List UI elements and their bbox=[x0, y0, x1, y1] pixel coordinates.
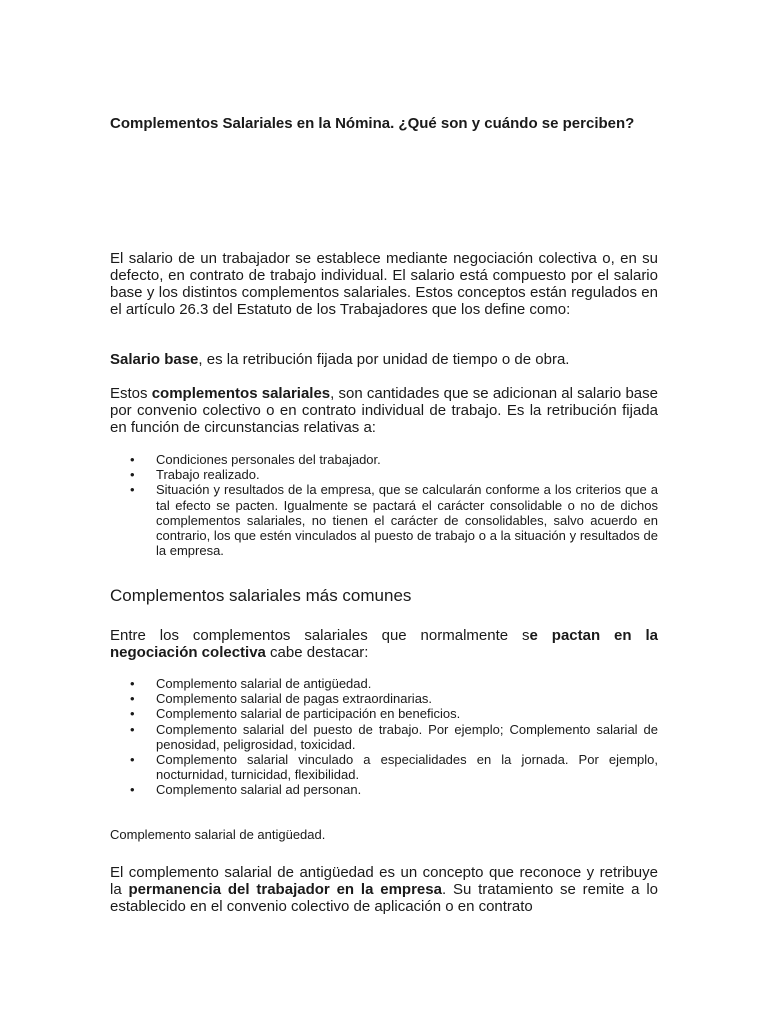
complementos-text: , son cantidades que se adicionan al salario base por convenio colectivo o en contrato individual de trabajo. Es la retribución fijada en función de circunstancias relativas a: bbox=[110, 385, 658, 436]
bullet-icon: • bbox=[130, 752, 135, 768]
list-item: • Complemento salarial de pagas extraordinarias. bbox=[130, 691, 433, 707]
entre-text: cabe destacar: bbox=[265, 644, 369, 661]
intro-paragraph: El salario de un trabajador se establece mediante negociación colectiva o, en su defecto, en contrato de trabajo individual. El salario está compuesto por el salario base y los distintos complementos salariales. Estos conceptos están regulados en el artículo 26.3 del Estatuto de los Trabajadores que los define como: bbox=[110, 250, 658, 318]
salario-base-text: , es la retribución fijada por unidad de tiempo o de obra. bbox=[198, 351, 570, 368]
antiguedad-paragraph bbox=[110, 864, 658, 915]
antiguedad-pre: El complemento salarial de antigüedad es un concepto que reconoce y retribuye la bbox=[110, 864, 658, 898]
list-item: • Complemento salarial vinculado a especialidades en la jornada. Por ejemplo, nocturnidad, turnicidad, flexibilidad. bbox=[130, 752, 658, 783]
salario-base-term: Salario base bbox=[110, 351, 199, 368]
bullet-icon: • bbox=[130, 676, 135, 691]
list-item: • Complemento salarial de participación en beneficios. bbox=[130, 706, 461, 722]
document-title: Complementos Salariales en la Nómina. ¿Qué son y cuándo se perciben? bbox=[110, 115, 635, 132]
antiguedad-term: permanencia del trabajador en la empresa bbox=[128, 881, 442, 898]
list-item: • Complemento salarial de antigüedad. bbox=[130, 676, 372, 691]
section-heading: Complementos salariales más comunes bbox=[110, 586, 412, 605]
bullet-icon: • bbox=[130, 706, 135, 722]
bullet-icon: • bbox=[130, 452, 135, 467]
list-item: • Trabajo realizado. bbox=[130, 467, 260, 483]
complementos-pre: Estos bbox=[110, 385, 152, 402]
entre-paragraph bbox=[110, 627, 658, 661]
salario-base-paragraph bbox=[110, 351, 658, 368]
list-item: • Situación y resultados de la empresa, que se calcularán conforme a los criterios que a tal efecto se pacten. Igualmente se pactará el carácter consolidable o no de dichos complementos salariales, no tienen el carácter de consolidables, salvo acuerdo en contrario, los que estén vinculados al puesto de trabajo o a la situación y resultados de la empresa. bbox=[130, 482, 658, 559]
list-item: • Complemento salarial ad personan. bbox=[130, 782, 362, 798]
bullet-icon: • bbox=[130, 691, 135, 707]
complementos-paragraph bbox=[110, 385, 658, 436]
complementos-list bbox=[110, 676, 658, 798]
entre-term: e pactan en la negociación colectiva bbox=[110, 627, 658, 661]
bullet-icon: • bbox=[130, 782, 135, 798]
antiguedad-text: . Su tratamiento se remite a lo establecido en el convenio colectivo de aplicación o en contrato bbox=[110, 881, 659, 915]
bullet-icon: • bbox=[130, 721, 135, 737]
circumstances-list bbox=[110, 452, 658, 558]
bullet-icon: • bbox=[130, 467, 135, 483]
list-item: • Complemento salarial del puesto de trabajo. Por ejemplo; Complemento salarial de penosidad, peligrosidad, toxicidad. bbox=[130, 721, 658, 752]
list-item: • Condiciones personales del trabajador. bbox=[130, 452, 381, 467]
subsection-heading: Complemento salarial de antigüedad. bbox=[110, 827, 326, 842]
complementos-term: complementos salariales bbox=[151, 385, 331, 402]
entre-pre: Entre los complementos salariales que normalmente s bbox=[110, 627, 530, 644]
bullet-icon: • bbox=[130, 482, 135, 498]
